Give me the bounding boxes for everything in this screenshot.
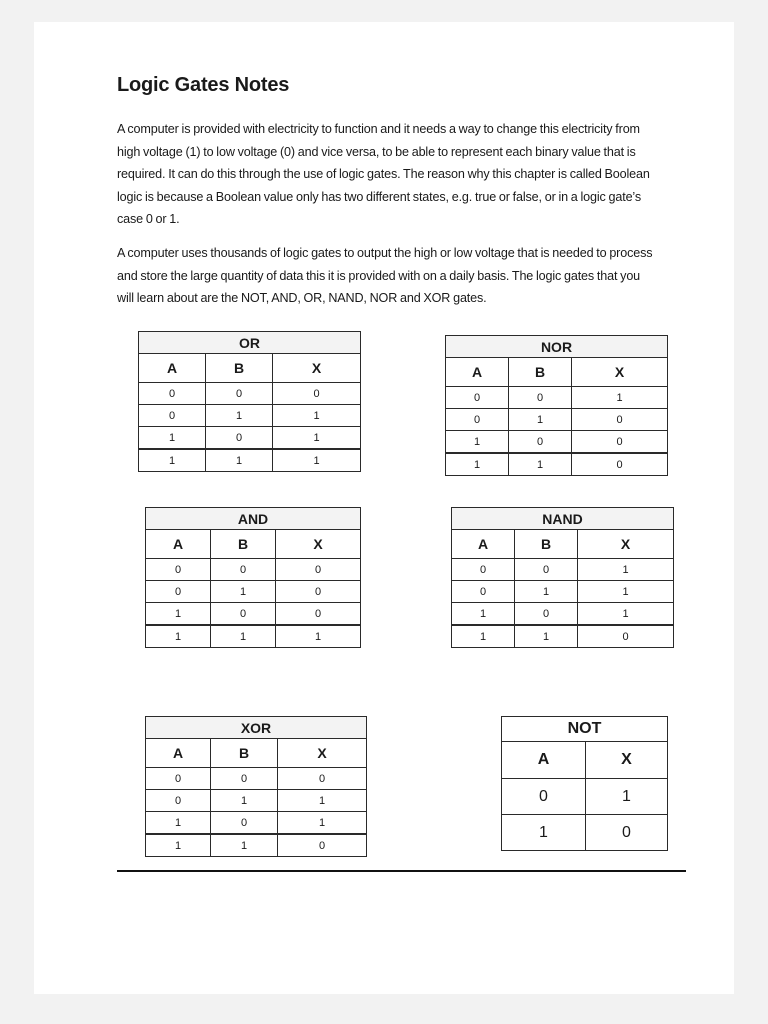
- table-cell: 1: [211, 625, 276, 648]
- table-cell: 0: [446, 387, 509, 409]
- column-header: B: [211, 739, 278, 768]
- table-row: [146, 625, 361, 648]
- table-cell: 1: [146, 603, 211, 626]
- page-title: Logic Gates Notes: [117, 74, 290, 96]
- table-cell: 0: [276, 581, 361, 603]
- table-cell: 0: [146, 581, 211, 603]
- table-cell: 0: [211, 768, 278, 790]
- table-row: [446, 409, 668, 431]
- table-cell: 1: [139, 449, 206, 472]
- table-row: [502, 815, 668, 851]
- table-title: XOR: [146, 717, 367, 739]
- table-row: [452, 581, 674, 603]
- table-row: [139, 405, 361, 427]
- table-cell: 0: [276, 559, 361, 581]
- table-cell: 1: [211, 834, 278, 857]
- table-cell: 0: [278, 834, 367, 857]
- table-cell: 1: [278, 812, 367, 835]
- table-title: AND: [146, 508, 361, 530]
- table-cell: 0: [509, 431, 572, 454]
- table-row: [146, 790, 367, 812]
- table-title: NOR: [446, 336, 668, 358]
- table-cell: 0: [146, 790, 211, 812]
- table-cell: 0: [572, 453, 668, 476]
- column-header: B: [211, 530, 276, 559]
- table-cell: 0: [446, 409, 509, 431]
- gates-paragraph: A computer uses thousands of logic gates to output the high or low voltage that is needed to process and store the large quantity of data this it is provided with on a daily basis. The logic gates that you will learn about are the NOT, AND, OR, NAND, NOR and XOR gates.: [117, 246, 653, 305]
- table-cell: 1: [139, 427, 206, 450]
- table-row: [452, 625, 674, 648]
- table-cell: 1: [273, 427, 361, 450]
- table-cell: 0: [211, 559, 276, 581]
- table-row: [146, 768, 367, 790]
- nor-truth-table: [445, 335, 668, 476]
- column-header: B: [515, 530, 578, 559]
- table-cell: 0: [572, 409, 668, 431]
- table-cell: 1: [273, 449, 361, 472]
- bottom-rule: [117, 870, 686, 872]
- column-header: A: [146, 739, 211, 768]
- table-row: [446, 431, 668, 454]
- intro-paragraph: A computer is provided with electricity to function and it needs a way to change this electricity from high voltage (1) to low voltage (0) and vice versa, to be able to represent each binary value that is required. It can do this through the use of logic gates. The reason why this chapter is called Boolean logic is because a Boolean value only has two different states, e.g. true or false, or in a logic gate’s case 0 or 1.: [117, 122, 650, 226]
- table-cell: 0: [278, 768, 367, 790]
- table-row: [452, 559, 674, 581]
- column-header: X: [572, 358, 668, 387]
- column-header: A: [502, 742, 586, 779]
- table-cell: 0: [578, 625, 674, 648]
- table-cell: 1: [206, 449, 273, 472]
- table-row: [146, 581, 361, 603]
- table-cell: 0: [146, 559, 211, 581]
- table-cell: 1: [278, 790, 367, 812]
- table-title: OR: [139, 332, 361, 354]
- table-row: [139, 383, 361, 405]
- table-cell: 1: [452, 603, 515, 626]
- table-title: NAND: [452, 508, 674, 530]
- table-cell: 1: [452, 625, 515, 648]
- table-cell: 0: [146, 768, 211, 790]
- table-cell: 1: [586, 779, 668, 815]
- table-cell: 0: [273, 383, 361, 405]
- table-title: NOT: [502, 717, 668, 742]
- table-cell: 0: [276, 603, 361, 626]
- table-cell: 0: [502, 779, 586, 815]
- table-cell: 1: [211, 581, 276, 603]
- table-cell: 0: [211, 603, 276, 626]
- table-row: [146, 559, 361, 581]
- table-cell: 1: [578, 581, 674, 603]
- table-row: [446, 453, 668, 476]
- table-cell: 1: [509, 409, 572, 431]
- table-row: [139, 449, 361, 472]
- nand-truth-table: [451, 507, 674, 648]
- and-truth-table: [145, 507, 361, 648]
- table-row: [146, 812, 367, 835]
- table-row: [139, 427, 361, 450]
- table-cell: 1: [572, 387, 668, 409]
- table-cell: 1: [276, 625, 361, 648]
- table-row: [502, 779, 668, 815]
- table-cell: 1: [578, 559, 674, 581]
- table-cell: 0: [572, 431, 668, 454]
- table-cell: 1: [273, 405, 361, 427]
- table-cell: 0: [515, 603, 578, 626]
- column-header: A: [146, 530, 211, 559]
- table-cell: 1: [146, 625, 211, 648]
- table-cell: 0: [515, 559, 578, 581]
- table-cell: 1: [509, 453, 572, 476]
- table-cell: 1: [515, 581, 578, 603]
- column-header: X: [586, 742, 668, 779]
- table-cell: 1: [502, 815, 586, 851]
- column-header: A: [139, 354, 206, 383]
- table-cell: 1: [211, 790, 278, 812]
- table-cell: 0: [139, 405, 206, 427]
- table-row: [452, 603, 674, 626]
- table-row: [146, 603, 361, 626]
- table-cell: 0: [206, 427, 273, 450]
- table-cell: 0: [206, 383, 273, 405]
- table-cell: 1: [446, 453, 509, 476]
- table-cell: 1: [578, 603, 674, 626]
- column-header: A: [446, 358, 509, 387]
- table-cell: 1: [206, 405, 273, 427]
- xor-truth-table: [145, 716, 367, 857]
- column-header: B: [509, 358, 572, 387]
- column-header: B: [206, 354, 273, 383]
- table-cell: 0: [211, 812, 278, 835]
- table-cell: 0: [586, 815, 668, 851]
- table-cell: 0: [452, 559, 515, 581]
- column-header: X: [578, 530, 674, 559]
- table-cell: 0: [139, 383, 206, 405]
- or-truth-table: [138, 331, 361, 472]
- column-header: X: [278, 739, 367, 768]
- column-header: X: [276, 530, 361, 559]
- column-header: A: [452, 530, 515, 559]
- table-cell: 1: [446, 431, 509, 454]
- table-cell: 1: [146, 812, 211, 835]
- table-row: [146, 834, 367, 857]
- table-cell: 0: [509, 387, 572, 409]
- table-row: [446, 387, 668, 409]
- column-header: X: [273, 354, 361, 383]
- table-cell: 0: [452, 581, 515, 603]
- not-truth-table: [501, 716, 668, 851]
- table-cell: 1: [515, 625, 578, 648]
- table-cell: 1: [146, 834, 211, 857]
